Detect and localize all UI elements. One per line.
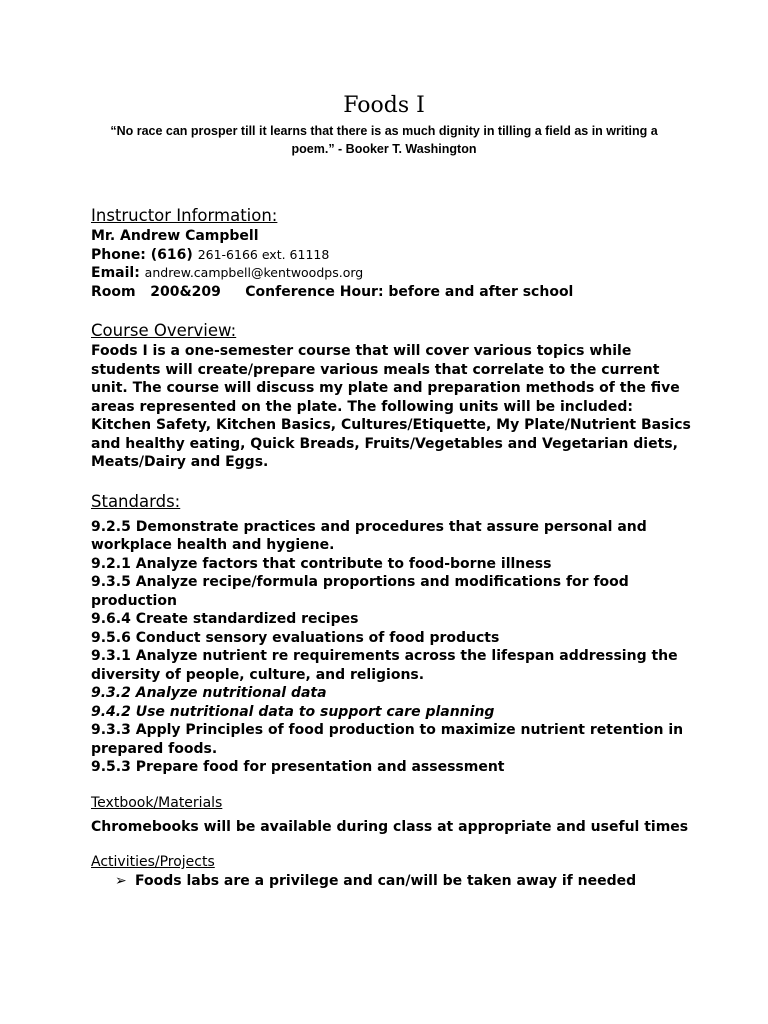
standard-item: 9.3.1 Analyze nutrient re requirements across the lifespan addressing the diversity of people, culture, and religions. xyxy=(91,648,678,683)
standard-item: 9.4.2 Use nutritional data to support care planning xyxy=(91,703,495,720)
overview-text: Foods I is a one-semester course that will cover various topics while students will create/prepare various meals that correlate to the current unit. The course will discuss my plate and preparation methods of the five areas represented on the plate. The following units will be included: Kitchen Safety, Kitchen Basics, Cultures/Etiquette, My Plate/Nutrient Basics and healthy eating, Quick Breads, Fruits/Vegetables and Vegetarian diets, Meats/Dairy and Eggs. xyxy=(91,343,691,470)
standard-item: 9.3.2 Analyze nutritional data xyxy=(91,685,327,701)
materials-text: Chromebooks will be available during class at appropriate and useful times xyxy=(91,818,689,835)
instructor-email xyxy=(91,264,691,283)
standard-item: 9.6.4 Create standardized recipes xyxy=(91,611,359,627)
standard-item: 9.2.1 Analyze factors that contribute to food-borne illness xyxy=(91,555,552,572)
standards-heading: Standards: xyxy=(91,491,181,511)
overview-heading: Course Overview: xyxy=(91,321,237,340)
phone-value: 261-6166 ext. 61118 xyxy=(197,246,330,262)
document-quote: “No race can prosper till it learns that there is as much dignity in tilling a field as in writing a poem.” - Booker T. Washington xyxy=(110,124,658,156)
standard-item: 9.5.6 Conduct sensory evaluations of food products xyxy=(91,629,500,646)
standard-item: 9.3.3 Apply Principles of food production to maximize nutrient retention in prepared foods. xyxy=(91,722,684,757)
phone-label: Phone: (616) xyxy=(91,246,193,263)
activity-item xyxy=(91,872,691,891)
instructor-heading: Instructor Information: xyxy=(91,206,278,225)
standard-item: 9.3.5 Analyze recipe/formula proportions and modifications for food production xyxy=(91,574,629,609)
activities-heading: Activities/Projects xyxy=(91,854,215,870)
email-label: Email: xyxy=(91,265,140,281)
materials-heading: Textbook/Materials xyxy=(91,794,223,811)
instructor-phone xyxy=(91,246,691,265)
email-value: andrew.campbell@kentwoodps.org xyxy=(144,265,364,280)
document-title: Foods I xyxy=(343,93,425,118)
standard-item: 9.5.3 Prepare food for presentation and assessment xyxy=(91,759,505,775)
instructor-room: Room 200&209 Conference Hour: before and after school xyxy=(91,283,574,300)
activity-text: Foods labs are a privilege and can/will be taken away if needed xyxy=(135,873,637,889)
document-body xyxy=(91,205,691,891)
arrow-bullet-icon: ➢ xyxy=(115,873,127,889)
standard-item: 9.2.5 Demonstrate practices and procedures that assure personal and workplace health and hygiene. xyxy=(91,518,647,553)
instructor-name: Mr. Andrew Campbell xyxy=(91,228,259,244)
